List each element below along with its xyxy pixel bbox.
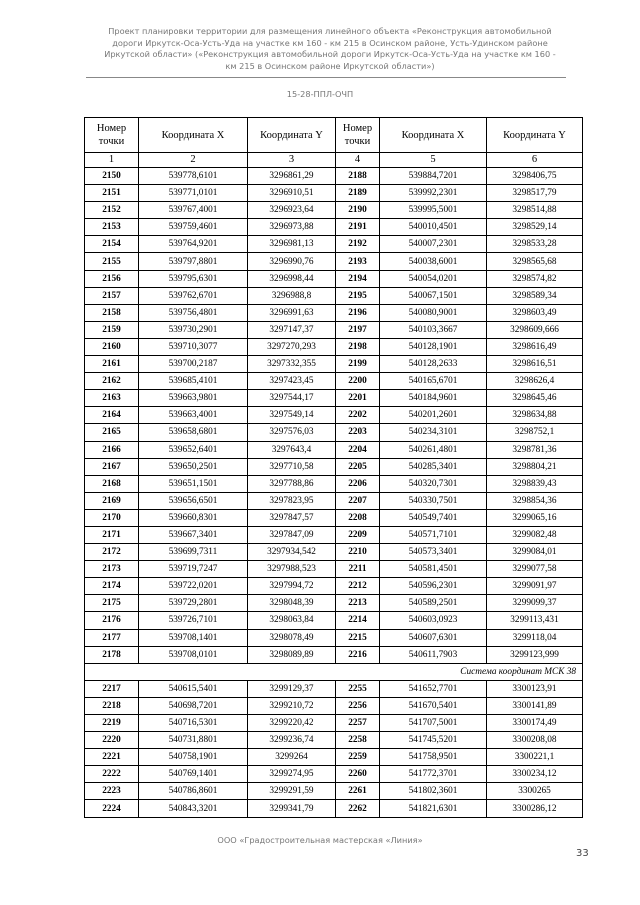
point-number-cell: 2205 [336,458,380,475]
table-row [85,236,583,253]
coordinate-cell: 3298839,43 [487,475,583,492]
point-number-cell: 2222 [85,766,139,783]
coordinate-cell: 539992,2301 [380,185,487,202]
coordinate-cell: 3297576,03 [248,424,336,441]
point-number-cell: 2213 [336,595,380,612]
point-number-cell: 2151 [85,185,139,202]
coordinate-cell: 3300208,08 [487,732,583,749]
header-line-4: км 215 в Осинском районе Иркутской области») [225,60,435,71]
coordinate-system-label: Система координат МСК 38 [85,663,583,680]
coordinate-cell: 540054,0201 [380,270,487,287]
header-line-2: дороги Иркутск-Оса-Усть-Уда на участке км 160 - км 215 в Осинском районе, Усть-Удинском районе [112,37,548,48]
point-number-cell: 2201 [336,390,380,407]
point-number-cell: 2158 [85,304,139,321]
table-header-row [85,118,583,153]
coordinate-cell: 540589,2501 [380,595,487,612]
table-row [85,475,583,492]
table-row [85,526,583,543]
coordinate-cell: 539797,8801 [139,253,248,270]
coordinate-cell: 3298752,1 [487,424,583,441]
coordinate-cell: 3298517,79 [487,185,583,202]
point-number-cell: 2169 [85,492,139,509]
point-number-cell: 2150 [85,168,139,185]
coordinate-cell: 539667,3401 [139,526,248,543]
table-row [85,749,583,766]
coordinate-cell: 3297270,293 [248,338,336,355]
coordinate-cell: 540698,7201 [139,697,248,714]
coordinate-cell: 3297544,17 [248,390,336,407]
coordinate-cell: 541758,9501 [380,749,487,766]
point-number-cell: 2219 [85,715,139,732]
coordinate-cell: 539663,9801 [139,390,248,407]
point-number-cell: 2206 [336,475,380,492]
coordinate-cell: 3299220,42 [248,715,336,732]
coordinate-cell: 3299082,48 [487,526,583,543]
coordinate-cell: 540786,8601 [139,783,248,800]
coordinate-cell: 3297788,86 [248,475,336,492]
coordinate-cell: 539795,6301 [139,270,248,287]
coordinate-cell: 3299065,16 [487,509,583,526]
coordinate-cell: 540607,6301 [380,629,487,646]
coordinate-cell: 3299341,79 [248,800,336,817]
coordinate-cell: 3299274,95 [248,766,336,783]
table-row [85,304,583,321]
coordinate-cell: 539708,1401 [139,629,248,646]
coordinate-cell: 3298616,51 [487,356,583,373]
point-number-cell: 2171 [85,526,139,543]
table-row [85,338,583,355]
coordinate-cell: 3298406,75 [487,168,583,185]
table-row [85,561,583,578]
coordinate-cell: 3297823,95 [248,492,336,509]
coordinate-cell: 539726,7101 [139,612,248,629]
point-number-cell: 2173 [85,561,139,578]
point-number-cell: 2165 [85,424,139,441]
point-number-cell: 2199 [336,356,380,373]
coordinate-cell: 3296988,8 [248,287,336,304]
coordinate-cell: 3299264 [248,749,336,766]
point-number-cell: 2195 [336,287,380,304]
coordinate-cell: 539658,6801 [139,424,248,441]
coordinate-cell: 539660,8301 [139,509,248,526]
coordinate-cell: 3298626,4 [487,373,583,390]
point-number-cell: 2260 [336,766,380,783]
table-row [85,697,583,714]
coordinate-cell: 3296861,29 [248,168,336,185]
header-line-1: Проект планировки территории для размещения линейного объекта «Реконструкция автомобильной [108,26,552,36]
point-number-cell: 2194 [336,270,380,287]
coordinate-cell: 540007,2301 [380,236,487,253]
coordinate-cell: 541821,6301 [380,800,487,817]
coordinate-cell: 3300234,12 [487,766,583,783]
table-row [85,544,583,561]
coordinate-cell: 3297994,72 [248,578,336,595]
point-number-cell: 2160 [85,338,139,355]
coordinate-cell: 3299236,74 [248,732,336,749]
coordinate-cell: 541707,5001 [380,715,487,732]
coordinate-cell: 539650,2501 [139,458,248,475]
coordinate-cell: 3299118,04 [487,629,583,646]
coordinate-cell: 3296991,63 [248,304,336,321]
point-number-cell: 2197 [336,321,380,338]
column-header: Координата X [380,118,487,153]
coordinate-cell: 540080,9001 [380,304,487,321]
coordinate-cell: 540320,7301 [380,475,487,492]
coordinate-cell: 539730,2901 [139,321,248,338]
point-number-cell: 2212 [336,578,380,595]
coordinate-cell: 539759,4601 [139,219,248,236]
point-number-cell: 2214 [336,612,380,629]
coordinate-cell: 3298529,14 [487,219,583,236]
point-number-cell: 2196 [336,304,380,321]
point-number-cell: 2170 [85,509,139,526]
coordinate-cell: 541652,7701 [380,680,487,697]
coordinate-cell: 3298781,36 [487,441,583,458]
table-row [85,509,583,526]
point-number-cell: 2153 [85,219,139,236]
coordinate-cell: 3299077,58 [487,561,583,578]
coordinate-cell: 539995,5001 [380,202,487,219]
point-number-cell: 2154 [85,236,139,253]
column-header: Координата Y [487,118,583,153]
document-code: 15-28-ППЛ-ОЧП [286,89,354,99]
point-number-cell: 2259 [336,749,380,766]
coordinate-cell: 539652,6401 [139,441,248,458]
coordinate-cell: 3299084,01 [487,544,583,561]
coordinate-cell: 3297988,523 [248,561,336,578]
coordinate-cell: 540201,2601 [380,407,487,424]
coordinate-cell: 541670,5401 [380,697,487,714]
coordinate-cell: 539729,2801 [139,595,248,612]
coordinate-cell: 540103,3667 [380,321,487,338]
table-row [85,646,583,663]
coordinate-cell: 3299123,999 [487,646,583,663]
coordinate-cell: 539663,4001 [139,407,248,424]
coordinate-cell: 540573,3401 [380,544,487,561]
point-number-cell: 2166 [85,441,139,458]
coordinate-cell: 3299091,97 [487,578,583,595]
coordinate-cell: 540128,1901 [380,338,487,355]
point-number-cell: 2223 [85,783,139,800]
column-header: Координата X [139,118,248,153]
coordinate-cell: 3299129,37 [248,680,336,697]
coordinate-cell: 3300123,91 [487,680,583,697]
column-header: Номер точки [85,118,139,153]
table-row [85,356,583,373]
table-row [85,270,583,287]
coordinate-cell: 540234,3101 [380,424,487,441]
coordinate-cell: 3296923,64 [248,202,336,219]
coordinate-cell: 3298804,21 [487,458,583,475]
coordinates-table [84,117,583,818]
coordinate-cell: 3298533,28 [487,236,583,253]
table-row [85,680,583,697]
coordinate-cell: 540571,7101 [380,526,487,543]
table-row [85,373,583,390]
coordinate-cell: 3297423,45 [248,373,336,390]
point-number-cell: 2157 [85,287,139,304]
point-number-cell: 2178 [85,646,139,663]
point-number-cell: 2217 [85,680,139,697]
coordinate-cell: 3297934,542 [248,544,336,561]
table-row [85,629,583,646]
coordinate-cell: 3296910,51 [248,185,336,202]
coordinate-cell: 3298634,88 [487,407,583,424]
coordinate-cell: 3296990,76 [248,253,336,270]
coordinate-cell: 3298063,84 [248,612,336,629]
point-number-cell: 2202 [336,407,380,424]
coordinate-cell: 539767,4001 [139,202,248,219]
point-number-cell: 2216 [336,646,380,663]
coordinate-cell: 540716,5301 [139,715,248,732]
coordinate-cell: 539719,7247 [139,561,248,578]
point-number-cell: 2221 [85,749,139,766]
point-number-cell: 2177 [85,629,139,646]
coordinate-cell: 539710,3077 [139,338,248,355]
coordinate-cell: 540758,1901 [139,749,248,766]
coordinate-cell: 3298514,88 [487,202,583,219]
table-row [85,185,583,202]
coordinate-cell: 540581,4501 [380,561,487,578]
coordinate-cell: 3298616,49 [487,338,583,355]
coordinate-cell: 539708,0101 [139,646,248,663]
coordinate-cell: 3298048,39 [248,595,336,612]
table-row [85,595,583,612]
point-number-cell: 2163 [85,390,139,407]
coordinate-cell: 539884,7201 [380,168,487,185]
table-row [85,219,583,236]
point-number-cell: 2162 [85,373,139,390]
coordinate-cell: 540731,8801 [139,732,248,749]
coordinate-cell: 3297847,09 [248,526,336,543]
column-header: Номер точки [336,118,380,153]
coordinate-cell: 541745,5201 [380,732,487,749]
coordinate-cell: 540603,0923 [380,612,487,629]
coordinate-cell: 540843,3201 [139,800,248,817]
point-number-cell: 2210 [336,544,380,561]
table-row [85,492,583,509]
document-header [80,26,580,72]
coordinate-cell: 540165,6701 [380,373,487,390]
coordinate-cell: 539651,1501 [139,475,248,492]
header-divider [86,77,566,78]
point-number-cell: 2176 [85,612,139,629]
point-number-cell: 2172 [85,544,139,561]
coordinate-cell: 3300265 [487,783,583,800]
column-number-row [85,153,583,168]
table-row [85,407,583,424]
coordinate-cell: 540285,3401 [380,458,487,475]
column-number-cell: 1 [85,153,139,168]
table-row [85,287,583,304]
coordinate-cell: 3297847,57 [248,509,336,526]
coordinate-cell: 3297643,4 [248,441,336,458]
coordinate-cell: 540615,5401 [139,680,248,697]
point-number-cell: 2189 [336,185,380,202]
coordinate-cell: 541772,3701 [380,766,487,783]
coordinate-cell: 3300174,49 [487,715,583,732]
point-number-cell: 2164 [85,407,139,424]
table-row [85,424,583,441]
coordinate-cell: 3298078,49 [248,629,336,646]
coordinate-cell: 3300286,12 [487,800,583,817]
coordinate-cell: 3299210,72 [248,697,336,714]
point-number-cell: 2203 [336,424,380,441]
point-number-cell: 2175 [85,595,139,612]
table-row [85,783,583,800]
point-number-cell: 2159 [85,321,139,338]
coordinate-cell: 540261,4801 [380,441,487,458]
page-number: 33 [576,848,589,859]
point-number-cell: 2211 [336,561,380,578]
coordinate-cell: 540769,1401 [139,766,248,783]
coordinate-cell: 3298609,666 [487,321,583,338]
coordinate-cell: 3296998,44 [248,270,336,287]
point-number-cell: 2161 [85,356,139,373]
table-row [85,458,583,475]
column-number-cell: 4 [336,153,380,168]
column-number-cell: 3 [248,153,336,168]
coordinate-cell: 540067,1501 [380,287,487,304]
coordinate-cell: 3298645,46 [487,390,583,407]
coordinate-cell: 540596,2301 [380,578,487,595]
coordinate-cell: 3299099,37 [487,595,583,612]
coordinate-cell: 539771,0101 [139,185,248,202]
coordinate-cell: 540128,2633 [380,356,487,373]
header-line-3: Иркутской области» («Реконструкция автомобильной дороги Иркутск-Оса-Усть-Уда на участке км 160 - [104,49,556,59]
table-row [85,441,583,458]
point-number-cell: 2258 [336,732,380,749]
coordinate-cell: 539778,6101 [139,168,248,185]
coordinate-cell: 540549,7401 [380,509,487,526]
point-number-cell: 2257 [336,715,380,732]
coordinate-cell: 539764,9201 [139,236,248,253]
company-footer: ООО «Градостроительная мастерская «Линия» [217,835,423,845]
table-row [85,800,583,817]
coordinate-cell: 3296973,88 [248,219,336,236]
point-number-cell: 2198 [336,338,380,355]
coordinate-cell: 539699,7311 [139,544,248,561]
coordinate-cell: 3297147,37 [248,321,336,338]
coordinate-cell: 539762,6701 [139,287,248,304]
coordinate-cell: 3299113,431 [487,612,583,629]
coordinate-cell: 3298603,49 [487,304,583,321]
point-number-cell: 2261 [336,783,380,800]
system-row [85,663,583,680]
table-row [85,390,583,407]
point-number-cell: 2215 [336,629,380,646]
point-number-cell: 2220 [85,732,139,749]
point-number-cell: 2218 [85,697,139,714]
point-number-cell: 2207 [336,492,380,509]
table-row [85,578,583,595]
coordinate-cell: 539756,4801 [139,304,248,321]
column-header: Координата Y [248,118,336,153]
point-number-cell: 2193 [336,253,380,270]
point-number-cell: 2224 [85,800,139,817]
coordinate-cell: 3299291,59 [248,783,336,800]
coordinate-cell: 539722,0201 [139,578,248,595]
point-number-cell: 2200 [336,373,380,390]
coordinate-cell: 3297332,355 [248,356,336,373]
point-number-cell: 2152 [85,202,139,219]
column-number-cell: 5 [380,153,487,168]
column-number-cell: 2 [139,153,248,168]
table-row [85,321,583,338]
point-number-cell: 2155 [85,253,139,270]
coordinate-cell: 3297549,14 [248,407,336,424]
coordinate-cell: 540330,7501 [380,492,487,509]
coordinate-cell: 3298574,82 [487,270,583,287]
coordinate-cell: 3298565,68 [487,253,583,270]
coordinate-cell: 3297710,58 [248,458,336,475]
coordinate-cell: 539656,6501 [139,492,248,509]
table-row [85,766,583,783]
table-row [85,168,583,185]
coordinate-cell: 540010,4501 [380,219,487,236]
point-number-cell: 2156 [85,270,139,287]
point-number-cell: 2262 [336,800,380,817]
coordinate-cell: 539700,2187 [139,356,248,373]
coordinate-cell: 3300221,1 [487,749,583,766]
point-number-cell: 2188 [336,168,380,185]
point-number-cell: 2174 [85,578,139,595]
table-row [85,715,583,732]
point-number-cell: 2191 [336,219,380,236]
point-number-cell: 2255 [336,680,380,697]
point-number-cell: 2256 [336,697,380,714]
coordinate-cell: 3296981,13 [248,236,336,253]
coordinate-cell: 541802,3601 [380,783,487,800]
column-number-cell: 6 [487,153,583,168]
coordinate-cell: 3298589,34 [487,287,583,304]
table-row [85,732,583,749]
point-number-cell: 2208 [336,509,380,526]
coordinate-cell: 3300141,89 [487,697,583,714]
point-number-cell: 2204 [336,441,380,458]
point-number-cell: 2192 [336,236,380,253]
coordinate-cell: 540611,7903 [380,646,487,663]
table-row [85,612,583,629]
table-row [85,202,583,219]
coordinate-cell: 540038,6001 [380,253,487,270]
coordinate-cell: 540184,9601 [380,390,487,407]
point-number-cell: 2167 [85,458,139,475]
point-number-cell: 2190 [336,202,380,219]
table-row [85,253,583,270]
coordinate-cell: 539685,4101 [139,373,248,390]
point-number-cell: 2168 [85,475,139,492]
coordinate-cell: 3298089,89 [248,646,336,663]
point-number-cell: 2209 [336,526,380,543]
coordinate-cell: 3298854,36 [487,492,583,509]
